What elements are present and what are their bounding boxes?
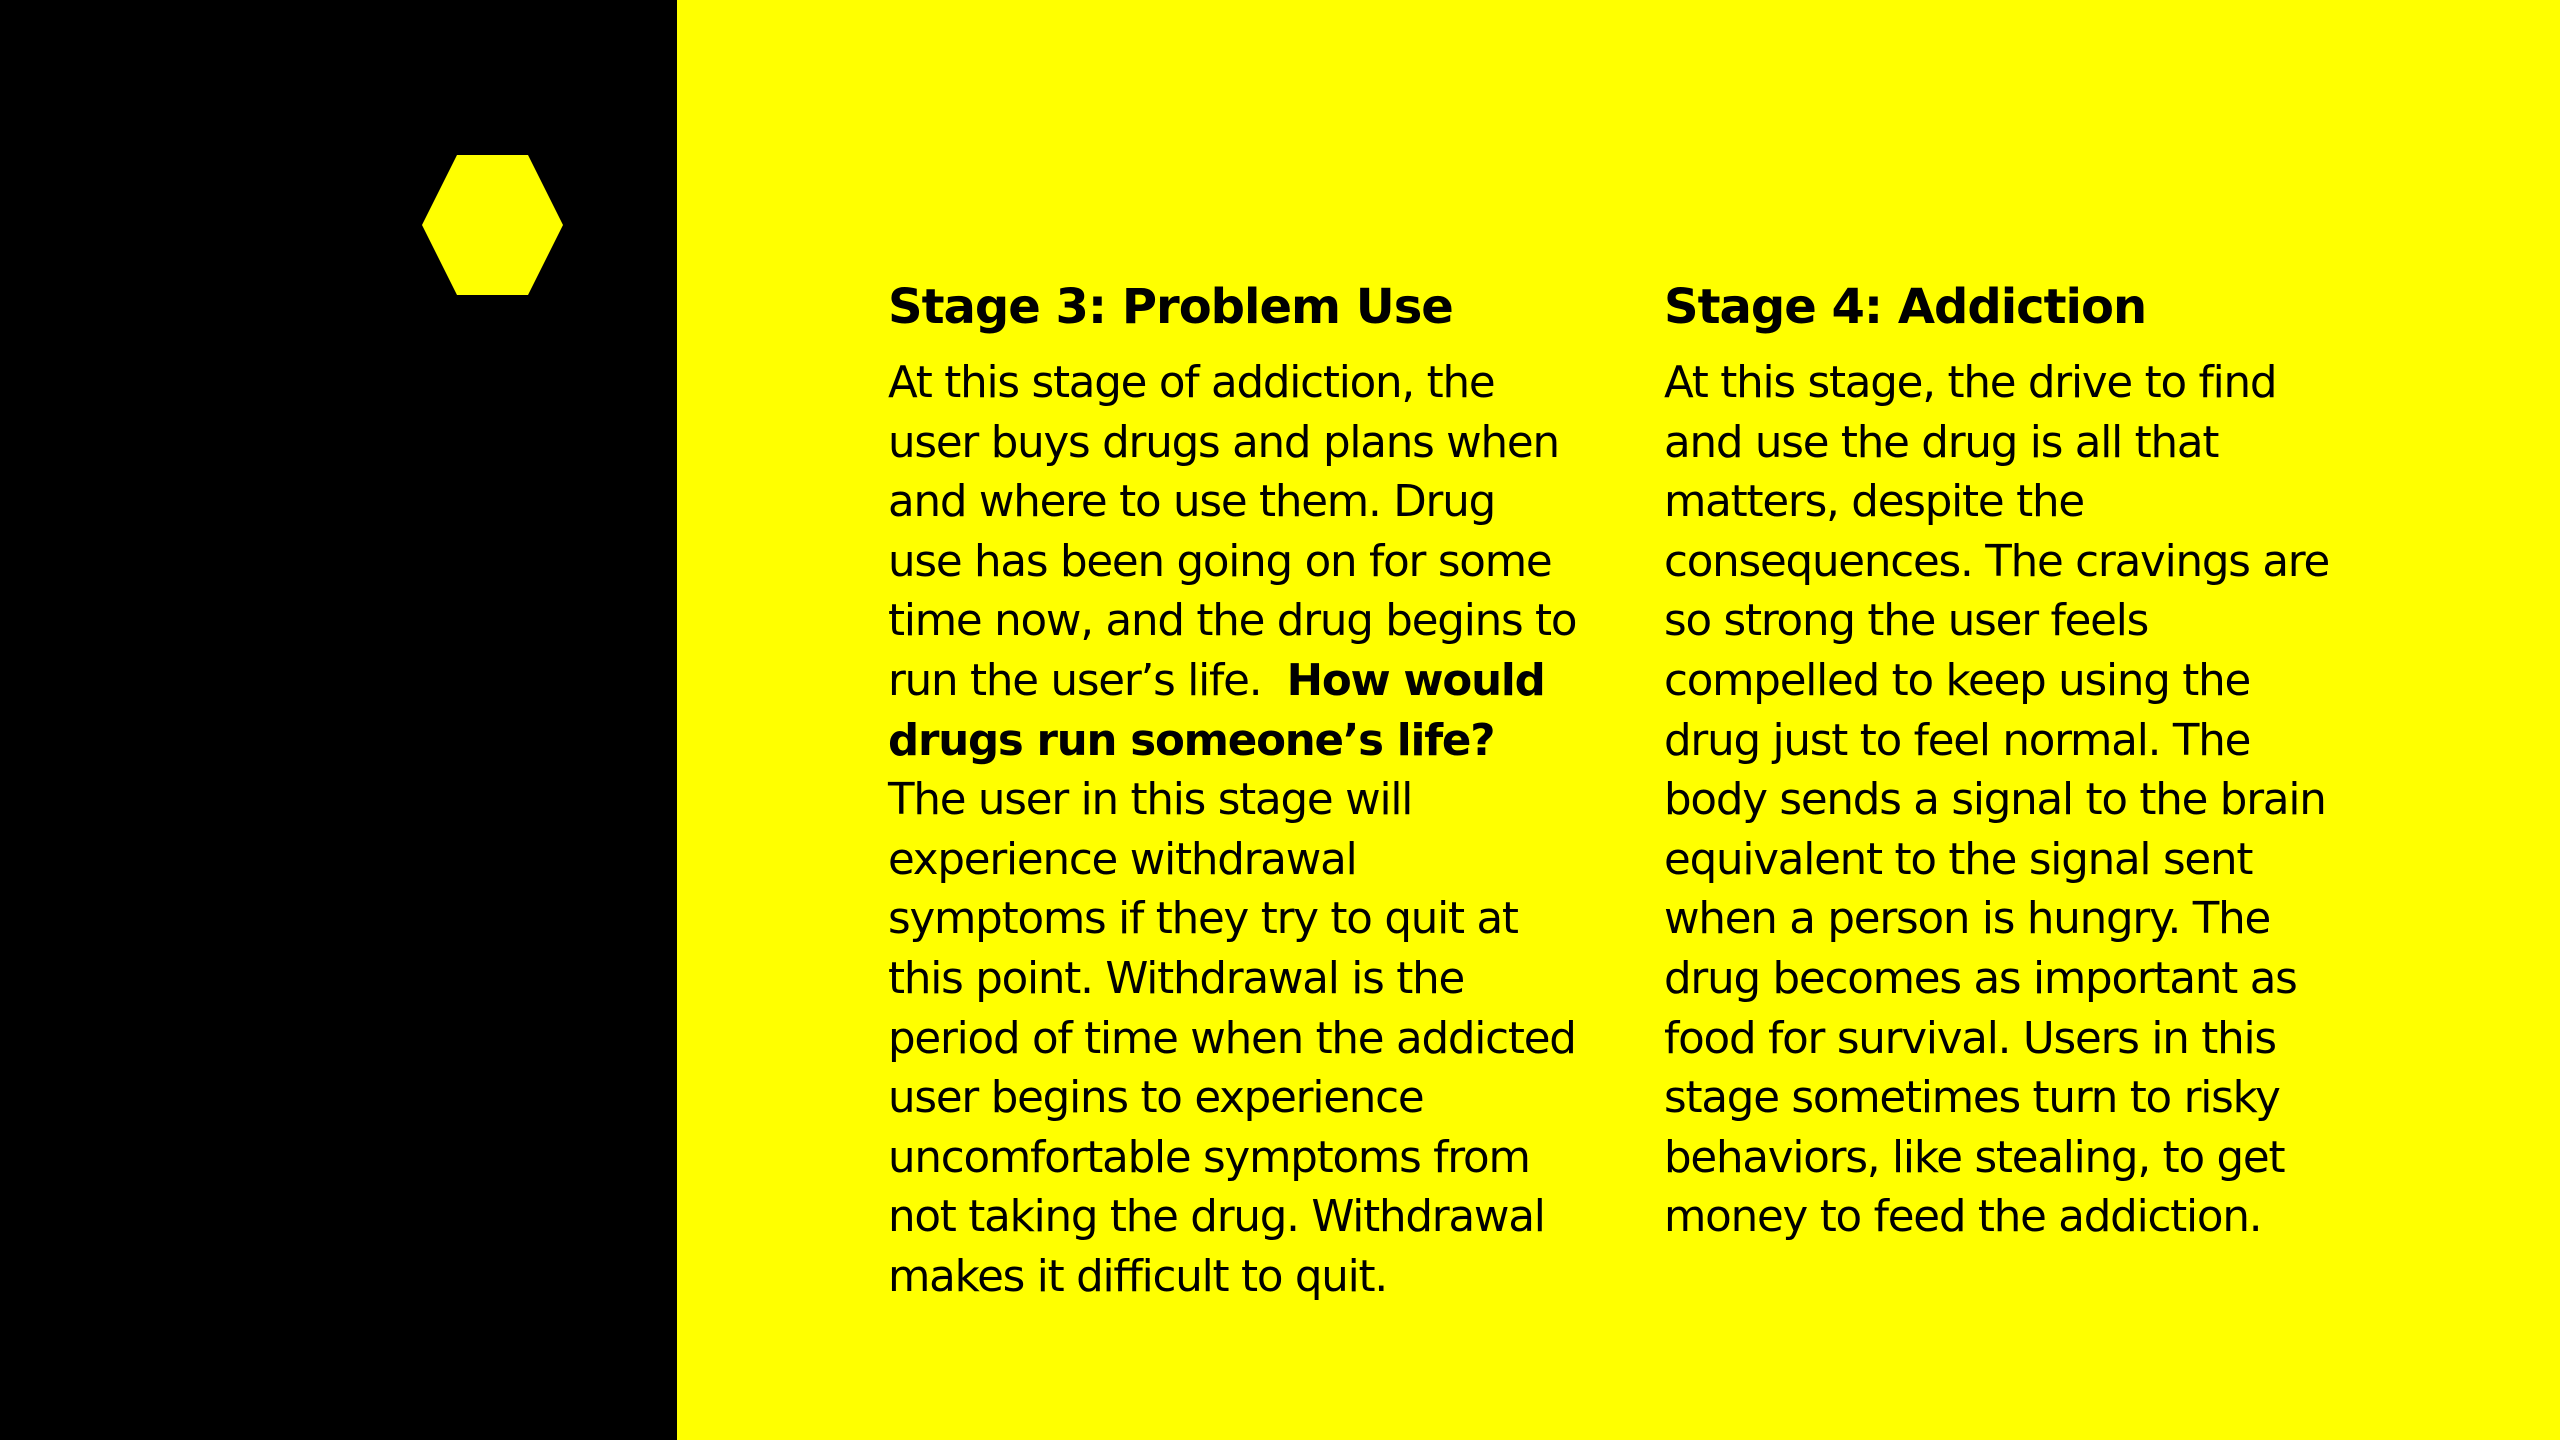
stage4-body: At this stage, the drive to find and use the drug is all that matters, despite the consequences. The cravings are so strong the user feels compelled to keep using the drug just to feel normal. The body sends a signal to the brain equivalent to the signal sent when a person is hungry. The drug becomes as important as food for survival. Users in this stage sometimes turn to risky behaviors, like stealing, to get money to feed the addiction. [1664,358,2330,1243]
left-panel [0,0,677,1440]
hexagon-icon [422,155,563,295]
stage3-body-part2: The user in this stage will experience withdrawal symptoms if they try to quit at this point. Withdrawal is the period of time when the addicted user begins to experience uncomfortable symptoms from not taking the drug. Withdrawal makes it difficult to quit. [888,775,1576,1302]
stage3-body-part1: At this stage of addiction, the user buys drugs and plans when and where to use them. Drug use has been going on for some time now, and the drug begins to run the user’s life. [888,358,1577,706]
stage4-heading: Stage 4: Addiction [1664,279,2147,335]
stage3-question: How would drugs run someone’s life? [888,655,1545,766]
stage3-body [888,354,1578,1308]
stage3-column [888,272,1578,1308]
stage4-column [1664,272,2354,1248]
stage3-heading: Stage 3: Problem Use [888,279,1453,335]
